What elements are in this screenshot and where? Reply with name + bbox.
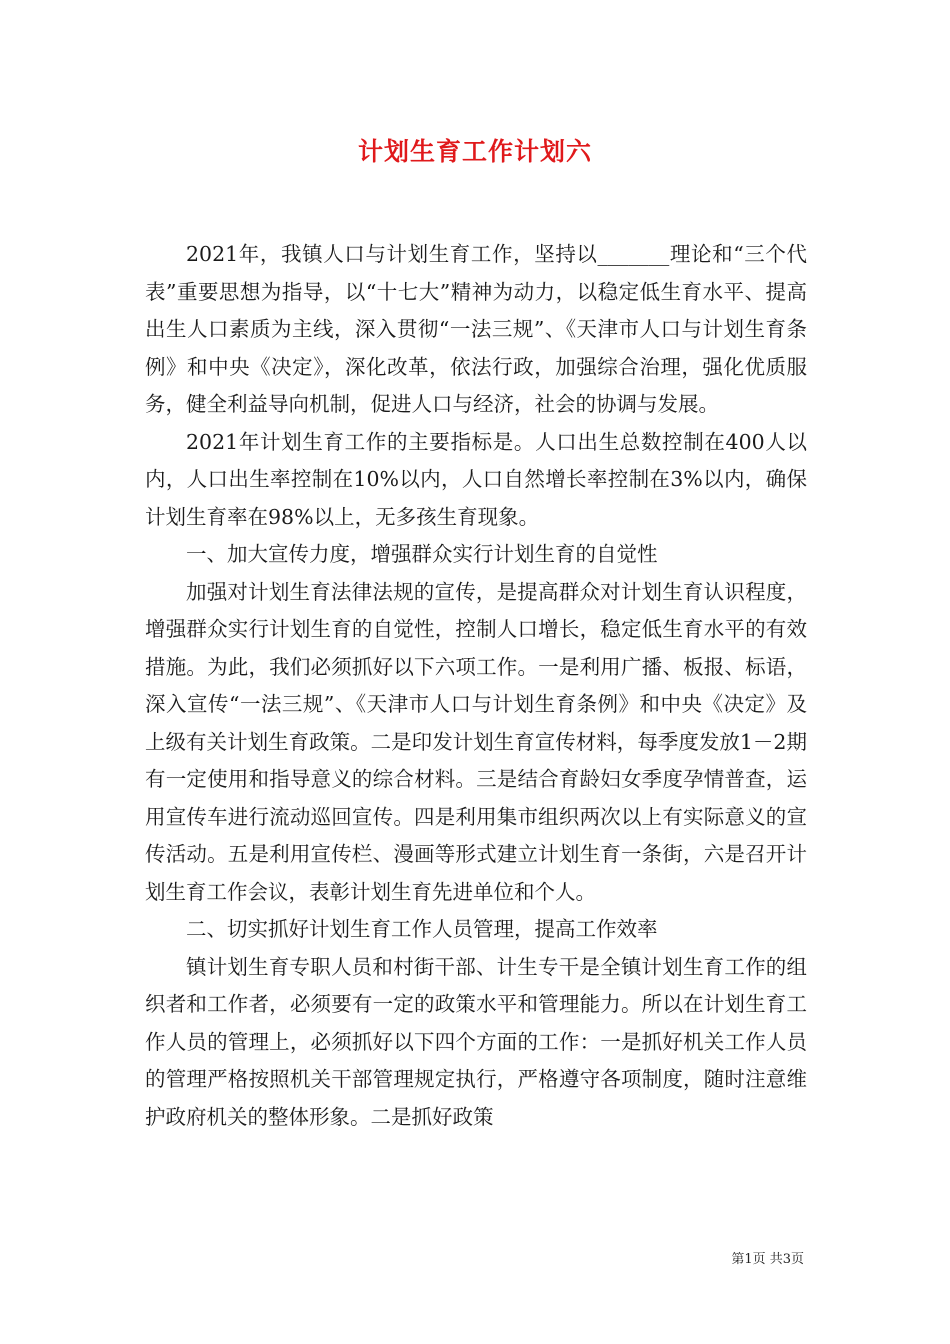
page-title: 计划生育工作计划六 bbox=[357, 137, 592, 166]
page-number: 第1页 共3页 bbox=[731, 1252, 804, 1267]
paragraph-staff-management: 镇计划生育专职人员和村街干部、计生专干是全镇计划生育工作的组织者和工作者，必须要有一定的政策水平和管理能力。所以在计划生育工作人员的管理上，必须抓好以下四个方面的工作：一是抓好机关工作人员的管理严格按照机关干部管理规定执行，严格遵守各项制度，随时注意维护政府机关的整体形象。二是抓好政策 bbox=[145, 954, 807, 1129]
document-body bbox=[145, 236, 807, 1136]
paragraph-intro: 2021年，我镇人口与计划生育工作，坚持以_______理论和“三个代表”重要思想为指导，以“十七大”精神为动力，以稳定低生育水平、提高出生人口素质为主线，深入贯彻“一法三规”、《天津市人口与计划生育条例》和中央《决定》，深化改革，依法行政，加强综合治理，强化优质服务，健全利益导向机制，促进人口与经济，社会的协调与发展。 bbox=[145, 242, 807, 416]
paragraph-targets: 2021年计划生育工作的主要指标是。人口出生总数控制在400人以内，人口出生率控制在10%以内，人口自然增长率控制在3%以内，确保计划生育率在98%以上，无多孩生育现象。 bbox=[145, 429, 807, 529]
section-heading-2: 二、切实抓好计划生育工作人员管理，提高工作效率 bbox=[186, 917, 658, 941]
section-heading-1: 一、加大宣传力度，增强群众实行计划生育的自觉性 bbox=[186, 542, 658, 566]
paragraph-publicity: 加强对计划生育法律法规的宣传，是提高群众对计划生育认识程度，增强群众实行计划生育的自觉性，控制人口增长，稳定低生育水平的有效措施。为此，我们必须抓好以下六项工作。一是利用广播、板报、标语，深入宣传“一法三规”、《天津市人口与计划生育条例》和中央《决定》及上级有关计划生育政策。二是印发计划生育宣传材料，每季度发放1－2期有一定使用和指导意义的综合材料。三是结合育龄妇女季度孕情普查，运用宣传车进行流动巡回宣传。四是利用集市组织两次以上有实际意义的宣传活动。五是利用宣传栏、漫画等形式建立计划生育一条街，六是召开计划生育工作会议，表彰计划生育先进单位和个人。 bbox=[145, 579, 807, 904]
